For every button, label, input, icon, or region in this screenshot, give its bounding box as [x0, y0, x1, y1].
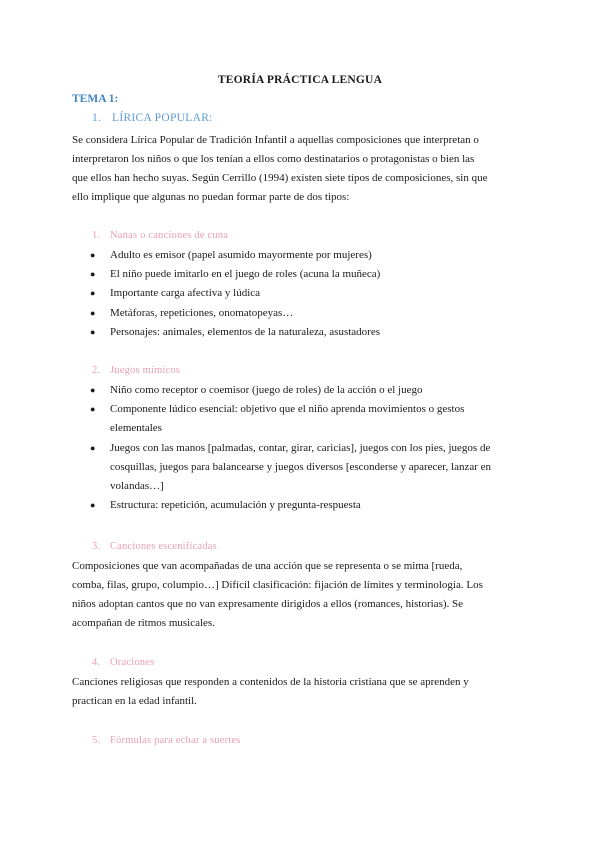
bullet-list-juegos-mimicos: [90, 381, 532, 515]
bullet-list-nanas: [90, 246, 532, 342]
paragraph-line: comba, filas, grupo, columpio…] Difícil clasificación: fijación de límites y terminología. Los: [72, 579, 483, 591]
list-item: ● Adulto es emisor (papel asumido mayormente por mujeres): [90, 246, 532, 265]
section-title: Fórmulas para echar a suertes: [110, 735, 241, 746]
intro-line-3: que ellos han hecho suyas. Según Cerrillo (1994) existen siete tipos de composiciones, sin que: [72, 172, 488, 184]
paragraph-line: niños adoptan cantos que no van expresamente dirigidos a ellos (romances, historias). Se: [72, 598, 464, 610]
paragraph-line: acompañan de ritmos musicales.: [72, 617, 215, 629]
section-heading-canciones-escenificadas: [92, 541, 217, 552]
section-number: 3.: [92, 541, 101, 552]
paragraph-line: Canciones religiosas que responden a contenidos de la historia cristiana que se aprenden y: [72, 676, 469, 688]
section-number: 1.: [92, 230, 101, 241]
section-heading-juegos-mimicos: [92, 365, 180, 376]
list-item: ● Componente lúdico esencial: objetivo que el niño aprenda movimientos o gestos elementales: [90, 400, 532, 438]
intro-line-1: Se considera Lírica Popular de Tradición Infantil a aquellas composiciones que interpretan o: [72, 134, 479, 146]
main-heading-number: 1.: [92, 112, 102, 124]
document-title: TEORÍA PRÁCTICA LENGUA: [217, 74, 383, 86]
bullet-icon: ●: [90, 442, 96, 453]
bullet-icon: ●: [90, 307, 96, 318]
list-item: ● Metáforas, repeticiones, onomatopeyas…: [90, 304, 532, 323]
list-item: ● Niño como receptor o coemisor (juego de roles) de la acción o el juego: [90, 381, 532, 400]
tema-label: TEMA 1:: [72, 93, 119, 105]
bullet-icon: ●: [90, 385, 96, 395]
list-item: ● Estructura: repetición, acumulación y pregunta-respuesta: [90, 496, 532, 515]
section-heading-nanas: [92, 230, 228, 241]
main-heading-text: LÍRICA POPULAR:: [112, 112, 213, 124]
paragraph-line: Composiciones que van acompañadas de una acción que se representa o se mima [rueda,: [72, 560, 463, 572]
bullet-icon: ●: [90, 326, 96, 337]
list-item: ● Juegos con las manos [palmadas, contar, girar, caricias], juegos con los pies, juegos de cosquillas, juegos para balancearse y juegos diversos [esconderse y aparecer, lanzar en volandas…]: [90, 439, 532, 497]
section-heading-oraciones: [92, 657, 154, 668]
section-title: Juegos mímicos: [110, 365, 181, 376]
paragraph-line: practican en la edad infantil.: [72, 695, 197, 707]
section-heading-formulas: [92, 735, 241, 746]
section-title: Canciones escenificadas: [110, 541, 217, 552]
bullet-icon: ●: [90, 250, 96, 260]
list-item: ● Importante carga afectiva y lúdica: [90, 284, 532, 303]
bullet-icon: ●: [90, 288, 96, 299]
section-title: Oraciones: [110, 657, 155, 668]
bullet-icon: ●: [90, 500, 96, 511]
list-item: ● El niño puede imitarlo en el juego de roles (acuna la muñeca): [90, 265, 532, 284]
bullet-icon: ●: [90, 269, 96, 280]
list-item: ● Personajes: animales, elementos de la naturaleza, asustadores: [90, 323, 532, 342]
bullet-icon: ●: [90, 404, 96, 415]
intro-line-2: interpretaron los niños o que los tenían a ellos como destinatarios o protagonistas o bien las: [72, 153, 475, 165]
section-title: Nanas o canciones de cuna: [110, 230, 229, 241]
section-number: 2.: [92, 365, 101, 376]
section-number: 5.: [92, 735, 101, 746]
section-number: 4.: [92, 657, 101, 668]
main-heading: [92, 112, 213, 124]
intro-line-4: ello implique que algunas no puedan formar parte de dos tipos:: [72, 191, 350, 203]
